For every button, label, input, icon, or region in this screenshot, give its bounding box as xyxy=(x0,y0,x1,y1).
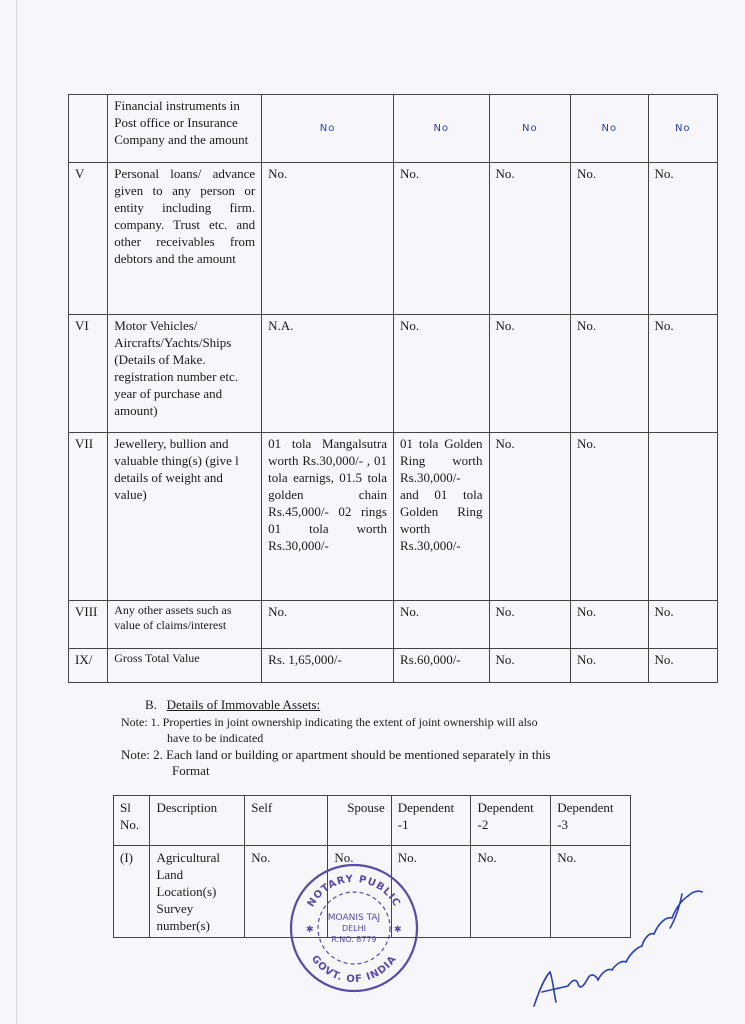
section-b-title: Details of Immovable Assets: xyxy=(166,697,321,712)
dependent2-cell: No. xyxy=(571,315,648,433)
dependent2-cell: No. xyxy=(571,433,648,601)
dependent3-cell: No. xyxy=(648,315,717,433)
dependent3-cell: No xyxy=(648,95,717,163)
description-cell: Financial instruments in Post office or Insurance Company and the amount xyxy=(108,95,262,163)
dependent1-cell: No. xyxy=(489,315,571,433)
header-dependent-1: Dependent -1 xyxy=(391,796,471,846)
dependent2-cell: No. xyxy=(471,846,551,938)
header-dependent-3: Dependent -3 xyxy=(551,796,631,846)
description-cell: Any other assets such as value of claims/interest xyxy=(108,601,262,649)
signature-stroke xyxy=(534,891,702,1006)
dependent1-cell: No. xyxy=(489,433,571,601)
table-row xyxy=(69,433,718,601)
dependent3-cell: No. xyxy=(551,846,631,938)
stamp-reg: R.NO. 8779 xyxy=(331,935,377,944)
table-row xyxy=(69,315,718,433)
header-self: Self xyxy=(245,796,328,846)
sl-cell: V xyxy=(69,163,108,315)
spouse-cell: No. xyxy=(393,163,489,315)
dependent1-cell: No. xyxy=(489,163,571,315)
header-sl: Sl No. xyxy=(114,796,150,846)
self-cell: No. xyxy=(262,163,394,315)
description-cell: Gross Total Value xyxy=(108,649,262,683)
table-row xyxy=(69,163,718,315)
self-cell: N.A. xyxy=(262,315,394,433)
header-description: Description xyxy=(150,796,245,846)
notary-stamp xyxy=(288,862,420,994)
dependent3-cell: No. xyxy=(648,163,717,315)
stamp-name: MOANIS TAJ xyxy=(327,913,381,923)
stamp-star-icon: ✱ xyxy=(394,924,402,934)
table-row xyxy=(69,649,718,683)
dependent2-cell: No. xyxy=(571,163,648,315)
movable-assets-table xyxy=(68,94,718,683)
page-edge xyxy=(16,0,17,1024)
spouse-cell: No xyxy=(393,95,489,163)
note-1: Note: 1. Properties in joint ownership indicating the extent of joint ownership will also xyxy=(121,715,538,729)
sl-cell: VII xyxy=(69,433,108,601)
dependent2-cell: No. xyxy=(571,601,648,649)
description-cell: Personal loans/ advance given to any person or entity including firm. company. Trust etc. and other receivables from debtors and the amount xyxy=(108,163,262,315)
dependent2-cell: No. xyxy=(571,649,648,683)
self-cell: No. xyxy=(262,601,394,649)
dependent1-cell: No. xyxy=(489,601,571,649)
section-b-heading xyxy=(145,697,320,713)
signature xyxy=(520,868,710,1018)
table-row xyxy=(69,95,718,163)
self-cell: No xyxy=(262,95,394,163)
description-cell: Jewellery, bullion and valuable thing(s) (give l details of weight and value) xyxy=(108,433,262,601)
dependent3-cell: No. xyxy=(648,649,717,683)
spouse-cell: 01 tola Golden Ring worth Rs.30,000/- and 01 tola Golden Ring worth Rs.30,000/- xyxy=(393,433,489,601)
note-2: Note: 2. Each land or building or apartment should be mentioned separately in this xyxy=(121,747,551,762)
header-dependent-2: Dependent -2 xyxy=(471,796,551,846)
dependent3-cell: No. xyxy=(648,601,717,649)
stamp-city: DELHI xyxy=(341,924,367,933)
dependent1-cell: No xyxy=(489,95,571,163)
sl-cell: VIII xyxy=(69,601,108,649)
table-header-row xyxy=(114,796,631,846)
description-cell: Agricultural Land Location(s) Survey number(s) xyxy=(150,846,245,938)
self-cell: 01 tola Mangalsutra worth Rs.30,000/- , 01 tola earnigs, 01.5 tola golden chain Rs.45,000/- 02 rings 01 tola worth Rs.30,000/- xyxy=(262,433,394,601)
header-spouse: Spouse xyxy=(328,796,391,846)
table-row xyxy=(69,601,718,649)
sl-cell: VI xyxy=(69,315,108,433)
dependent3-cell xyxy=(648,433,717,601)
stamp-bottom-text: GOVT. OF INDIA xyxy=(308,953,400,986)
sl-cell: (I) xyxy=(114,846,150,938)
section-b-label: B. xyxy=(145,697,157,712)
stamp-star-icon: ✱ xyxy=(306,924,314,934)
sl-cell xyxy=(69,95,108,163)
note-2-continued: Format xyxy=(172,763,210,778)
spouse-cell: No. xyxy=(328,846,391,938)
note-1-continued: have to be indicated xyxy=(167,731,264,745)
dependent2-cell: No xyxy=(571,95,648,163)
self-cell: Rs. 1,65,000/- xyxy=(262,649,394,683)
sl-cell: IX/ xyxy=(69,649,108,683)
stamp-top-text: NOTARY PUBLIC xyxy=(305,873,403,910)
spouse-cell: No. xyxy=(393,601,489,649)
description-cell: Motor Vehicles/ Aircrafts/Yachts/Ships (Details of Make. registration number etc. year of purchase and amount) xyxy=(108,315,262,433)
dependent1-cell: No. xyxy=(489,649,571,683)
spouse-cell: Rs.60,000/- xyxy=(393,649,489,683)
self-cell: No. xyxy=(245,846,328,938)
spouse-cell: No. xyxy=(393,315,489,433)
dependent1-cell: No. xyxy=(391,846,471,938)
